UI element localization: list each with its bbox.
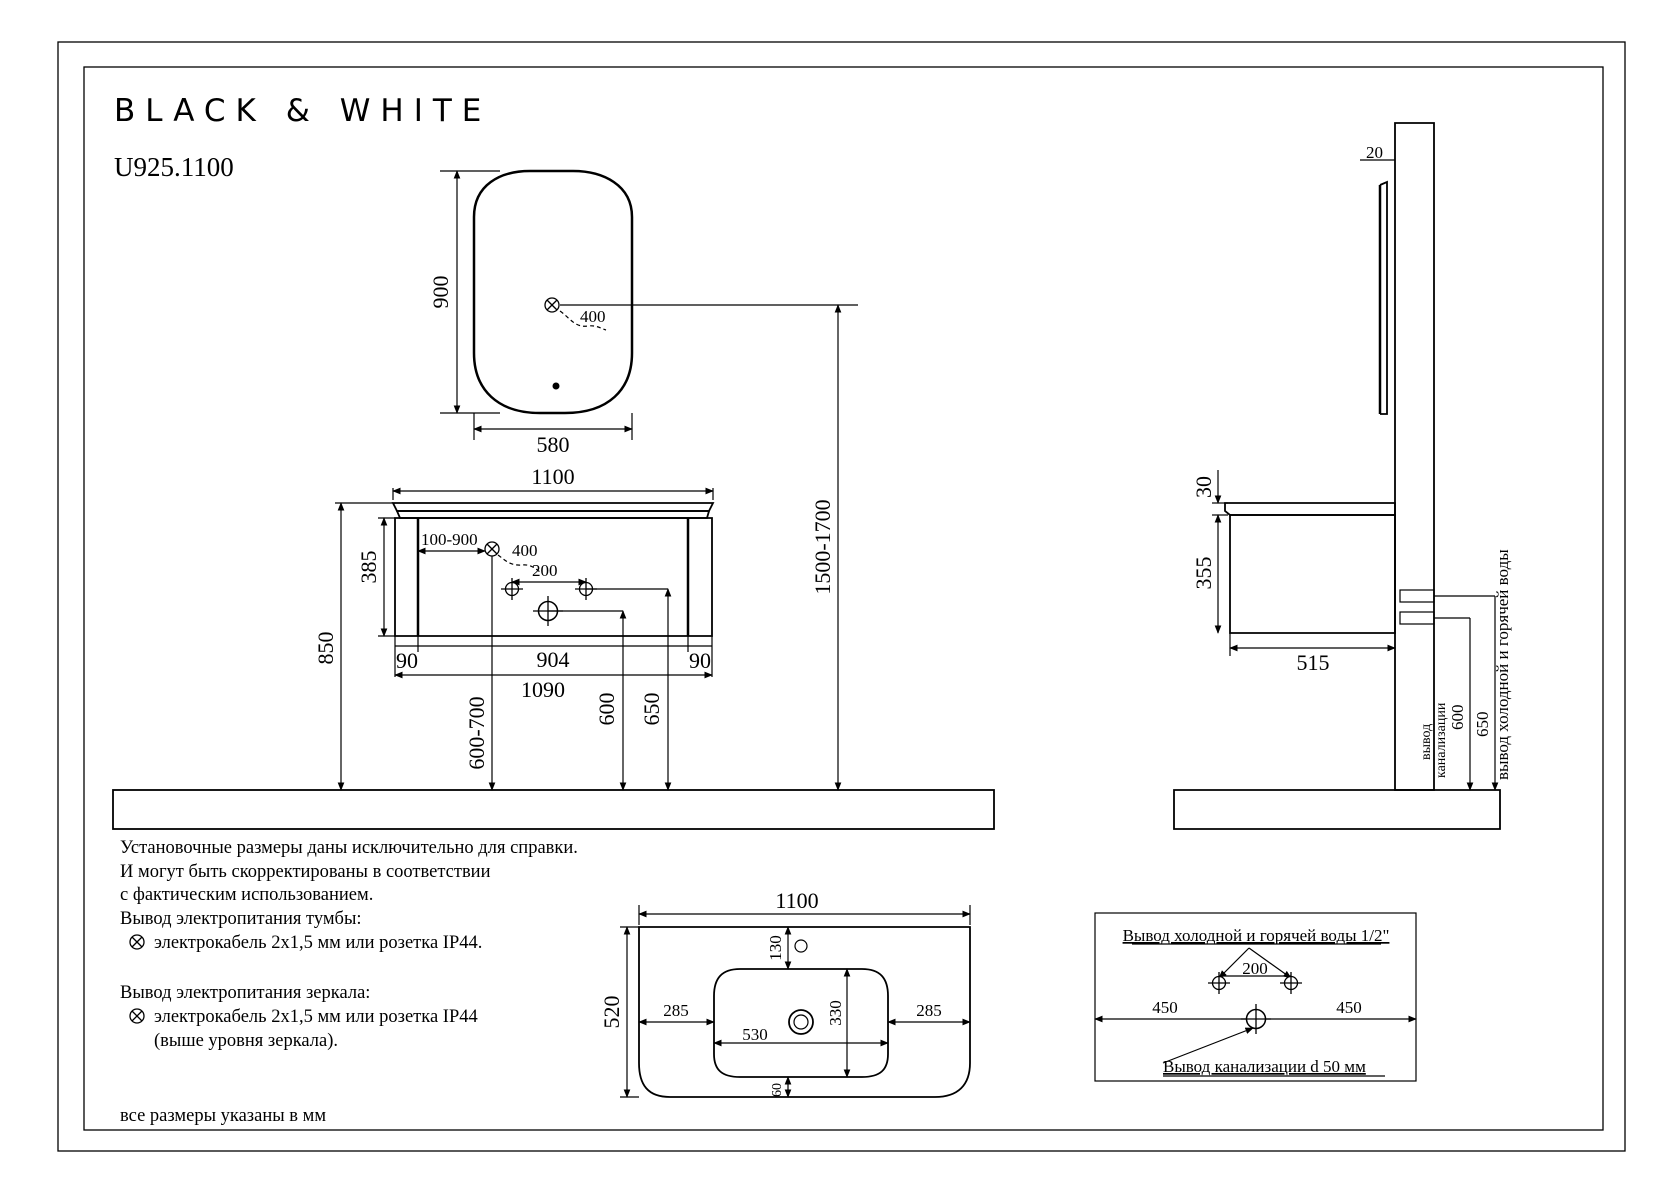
- cabinet-inner-width-dim: 904: [536, 647, 570, 672]
- side-mirror-depth-dim: 20: [1366, 143, 1383, 162]
- top-width-dim: 1100: [775, 888, 819, 913]
- side-drain-label-2: канализации: [1434, 702, 1449, 778]
- cabinet-cold-water-icon: [501, 578, 523, 600]
- units-note: все размеры указаны в мм: [120, 1106, 327, 1126]
- cabinet-power-title: Вывод электропитания тумбы:: [120, 909, 362, 929]
- side-body-height-dim: 355: [1191, 556, 1216, 590]
- connection-hot-water-icon: [1280, 972, 1302, 994]
- connection-box: [1095, 913, 1416, 1081]
- mirror-power-socket-icon: [130, 1009, 144, 1023]
- cabinet-total-height-dim: 850: [313, 631, 338, 665]
- cabinet-socket-range: 100-900: [421, 530, 478, 549]
- side-top-thickness-dim: 30: [1191, 476, 1216, 498]
- cabinet-power-text: электрокабель 2х1,5 мм или розетка IP44.: [154, 933, 483, 953]
- cabinet-drain-height-dim: 600: [594, 692, 619, 726]
- cabinet-water-spacing: 200: [532, 561, 558, 580]
- connection-water-title: Вывод холодной и горячей воды 1/2": [1122, 926, 1390, 945]
- top-bowl-front-dim: 60: [770, 1083, 785, 1097]
- note-line-2: И могут быть скорректированы в соответствии: [120, 862, 491, 882]
- model-number: U925.1100: [114, 152, 234, 182]
- connection-left-dim: 450: [1152, 998, 1178, 1017]
- cabinet-body-height-dim: 385: [356, 550, 381, 584]
- side-drain-label-1: вывод: [1419, 723, 1434, 760]
- connection-spacing-dim: 200: [1242, 959, 1268, 978]
- top-bowl-depth-dim: 330: [826, 1000, 845, 1026]
- cabinet-water-height-dim: 650: [639, 692, 664, 726]
- side-drain-height-dim: 600: [1448, 704, 1467, 730]
- cabinet-socket-height-dim: 600-700: [464, 696, 489, 770]
- mirror-socket-offset: 400: [580, 307, 606, 326]
- mirror-height-dim: 900: [428, 275, 453, 309]
- inner-frame: [84, 67, 1603, 1130]
- top-drain-inner: [794, 1015, 808, 1029]
- top-bowl-right-dim: 285: [916, 1001, 942, 1020]
- side-water-label: вывод холодной и горячей воды: [1493, 549, 1512, 780]
- note-line-3: с фактическим использованием.: [120, 885, 374, 905]
- mirror-power-note: (выше уровня зеркала).: [154, 1031, 339, 1051]
- mirror-socket-icon: [545, 298, 559, 312]
- top-drain-outer: [789, 1010, 813, 1034]
- connection-drain-icon: [1241, 1004, 1271, 1034]
- cabinet-top-width-dim: 1100: [531, 464, 575, 489]
- brand-logo: BLACK & WHITE: [114, 93, 492, 129]
- side-view: [1174, 123, 1512, 829]
- cabinet-front-view: [313, 464, 713, 790]
- cabinet-socket-icon: [485, 542, 499, 556]
- top-depth-dim: 520: [599, 995, 624, 1029]
- top-view: [599, 888, 970, 1097]
- mirror-power-title: Вывод электропитания зеркала:: [120, 983, 371, 1003]
- installation-notes: [120, 838, 578, 1126]
- cabinet-socket-offset: 400: [512, 541, 538, 560]
- side-depth-dim: 515: [1296, 650, 1330, 675]
- cabinet-body-width-dim: 1090: [521, 677, 565, 702]
- top-bowl-width-dim: 530: [742, 1025, 768, 1044]
- cabinet-side-left-dim: 90: [396, 648, 418, 673]
- connection-cold-water-icon: [1208, 972, 1230, 994]
- top-bowl-left-dim: 285: [663, 1001, 689, 1020]
- top-tap-offset-dim: 130: [766, 935, 785, 961]
- floor-front: [113, 790, 994, 829]
- note-line-1: Установочные размеры даны исключительно для справки.: [120, 838, 578, 858]
- side-water-height-dim: 650: [1473, 711, 1492, 737]
- mirror-sensor-dot: [553, 383, 560, 390]
- mirror-power-text: электрокабель 2х1,5 мм или розетка IP44: [154, 1007, 478, 1027]
- connection-right-dim: 450: [1336, 998, 1362, 1017]
- connection-drain-label: Вывод канализации d 50 мм: [1163, 1057, 1366, 1076]
- cabinet-side-right-dim: 90: [689, 648, 711, 673]
- mirror-mount-height-dim: 1500-1700: [810, 499, 835, 595]
- top-tap-hole: [795, 940, 807, 952]
- mirror-width-dim: 580: [536, 432, 570, 457]
- cabinet-power-socket-icon: [130, 935, 144, 949]
